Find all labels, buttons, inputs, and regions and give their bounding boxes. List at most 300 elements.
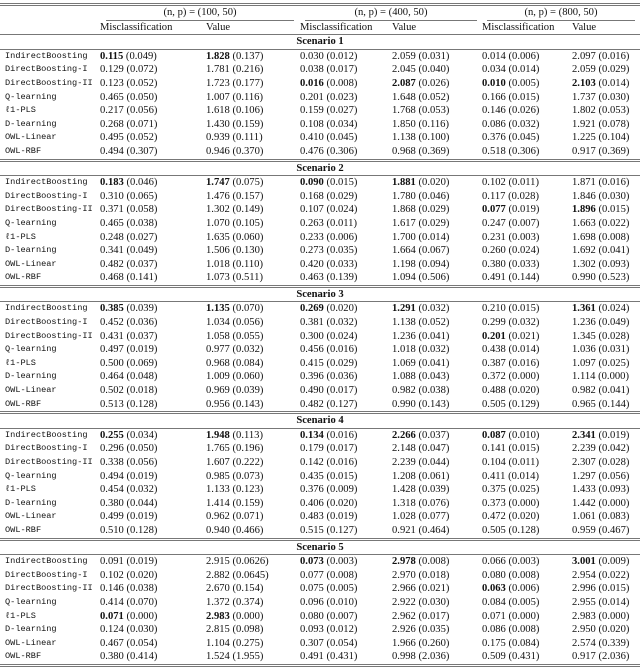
misclassification-cell	[482, 650, 572, 665]
std-error: (0.000)	[126, 610, 158, 622]
mean-value: 0.414	[100, 596, 124, 608]
mean-value: 1.414	[206, 497, 230, 509]
std-error: (0.052)	[126, 77, 158, 89]
group-header: (n, p) = (400, 50)	[305, 6, 476, 21]
misclassification-cell	[482, 217, 572, 231]
mean-value: 0.217	[100, 105, 124, 117]
std-error: (0.041)	[418, 330, 450, 342]
std-error: (0.222)	[232, 457, 264, 468]
misclassification-cell	[100, 650, 206, 665]
misclassification-cell	[482, 497, 572, 511]
std-error: (0.014)	[508, 64, 540, 76]
std-error: (0.008)	[598, 231, 630, 243]
mean-value: 0.962	[206, 511, 230, 523]
std-error: (0.042)	[598, 443, 630, 455]
mean-value: 0.341	[100, 245, 124, 257]
mean-value: 0.968	[206, 357, 230, 369]
value-cell	[206, 637, 300, 651]
mean-value: 1.007	[206, 91, 230, 103]
mean-value: 1.058	[206, 330, 230, 342]
value-cell	[572, 258, 640, 272]
mean-value: 0.371	[100, 204, 124, 216]
value-cell	[572, 203, 640, 217]
std-error: (0.011)	[508, 177, 539, 189]
method-name: Q-learning	[5, 470, 57, 481]
misclassification-cell	[482, 555, 572, 569]
value-cell	[392, 637, 482, 651]
std-error: (0.000)	[598, 371, 630, 383]
method-name: DirectBoosting-I	[5, 569, 88, 580]
mean-value: 2.915	[206, 556, 230, 568]
value-cell	[572, 190, 640, 204]
scenario-header	[0, 539, 640, 555]
value-cell	[392, 456, 482, 470]
value-cell	[392, 91, 482, 105]
mean-value: 1.921	[572, 118, 596, 130]
std-error: (0.017)	[326, 64, 358, 76]
mean-value: 1.028	[392, 511, 416, 523]
group-header-row	[0, 5, 640, 21]
value-cell	[392, 302, 482, 316]
misclassification-cell	[100, 510, 206, 524]
mean-value: 1.747	[206, 177, 230, 189]
mean-value: 0.010	[482, 77, 506, 89]
std-error: (0.306)	[326, 145, 358, 157]
value-cell	[392, 428, 482, 442]
std-error: (0.022)	[598, 217, 630, 229]
mean-value: 1.318	[392, 497, 416, 509]
std-error: (0.033)	[508, 258, 540, 270]
method-name: ℓ1-PLS	[5, 231, 36, 242]
std-error: (0.045)	[326, 132, 358, 144]
table-row	[0, 302, 640, 316]
mean-value: 0.071	[100, 610, 124, 622]
std-error: (0.129)	[508, 398, 540, 410]
value-cell	[392, 384, 482, 398]
std-error: (0.139)	[326, 272, 358, 284]
mean-value: 0.038	[300, 64, 324, 76]
misclassification-cell	[100, 384, 206, 398]
std-error: (0.067)	[418, 245, 450, 257]
mean-value: 1.896	[572, 204, 596, 216]
misclassification-cell	[300, 302, 392, 316]
misclassification-cell	[300, 231, 392, 245]
mean-value: 0.465	[100, 217, 124, 229]
value-cell	[572, 316, 640, 330]
method-name: D-learning	[5, 624, 57, 635]
misclassification-cell	[482, 131, 572, 145]
mean-value: 0.146	[100, 583, 124, 595]
mean-value: 2.954	[572, 569, 596, 581]
mean-value: 0.091	[100, 556, 124, 568]
std-error: (0.039)	[232, 385, 264, 397]
mean-value: 0.518	[482, 145, 506, 157]
misclassification-cell	[482, 176, 572, 190]
std-error: (0.105)	[232, 217, 264, 229]
table-row	[0, 610, 640, 624]
mean-value: 1.618	[206, 105, 230, 117]
mean-value: 0.124	[100, 624, 124, 636]
value-cell	[572, 91, 640, 105]
misclassification-cell	[100, 569, 206, 583]
subcolumn-header-row	[0, 21, 640, 35]
misclassification-cell	[300, 497, 392, 511]
mean-value: 0.263	[300, 217, 324, 229]
method-name: Q-learning	[5, 344, 57, 355]
std-error: (0.028)	[508, 190, 540, 202]
misclassification-cell	[482, 258, 572, 272]
mean-value: 0.375	[482, 484, 506, 496]
misclassification-cell	[100, 231, 206, 245]
scenario-title: Scenario 5	[0, 539, 640, 555]
mean-value: 1.094	[392, 272, 416, 284]
table-row	[0, 569, 640, 583]
table-row	[0, 524, 640, 539]
std-error: (0.015)	[326, 177, 358, 189]
table-row	[0, 510, 640, 524]
mean-value: 1.070	[206, 217, 230, 229]
misclassification-cell	[100, 203, 206, 217]
std-error: (0.050)	[126, 91, 158, 103]
mean-value: 1.781	[206, 64, 230, 76]
method-name: OWL-RBF	[0, 650, 100, 665]
table-row	[0, 497, 640, 511]
table-row	[0, 63, 640, 77]
value-cell	[572, 231, 640, 245]
method-name: IndirectBoosting	[5, 177, 88, 188]
mean-value: 1.361	[572, 303, 596, 315]
misclassification-cell	[300, 190, 392, 204]
value-cell	[206, 176, 300, 190]
std-error: (0.019)	[126, 511, 158, 523]
misclassification-cell	[300, 650, 392, 665]
std-error: (0.137)	[232, 50, 264, 62]
value-cell	[206, 470, 300, 484]
misclassification-cell	[300, 91, 392, 105]
std-error: (0.154)	[232, 583, 264, 595]
mean-value: 0.380	[100, 497, 124, 509]
std-error: (0.006)	[326, 231, 358, 243]
mean-value: 1.430	[206, 118, 230, 130]
mean-value: 1.114	[572, 371, 596, 383]
mean-value: 0.387	[482, 357, 506, 369]
std-error: (0.027)	[326, 105, 358, 117]
misclassification-cell	[482, 271, 572, 286]
value-cell	[392, 497, 482, 511]
std-error: (0.019)	[326, 511, 358, 523]
method-name: OWL-Linear	[5, 385, 57, 396]
value-cell	[572, 330, 640, 344]
value-cell	[572, 343, 640, 357]
misclassification-cell	[300, 456, 392, 470]
value-cell	[392, 524, 482, 539]
mean-value: 0.141	[482, 443, 506, 455]
std-error: (0.033)	[326, 258, 358, 270]
std-error: (0.020)	[508, 511, 540, 523]
table-row	[0, 384, 640, 398]
value-cell	[572, 63, 640, 77]
method-name: IndirectBoosting	[5, 303, 88, 314]
misclassification-cell	[300, 145, 392, 160]
value-cell	[392, 63, 482, 77]
misclassification-cell	[100, 470, 206, 484]
mean-value: 0.969	[206, 385, 230, 397]
misclassification-cell	[482, 470, 572, 484]
method-name: OWL-RBF	[5, 272, 42, 283]
value-cell	[392, 330, 482, 344]
mean-value: 0.490	[300, 385, 324, 397]
std-error: (0.084)	[508, 637, 540, 649]
std-error: (0.041)	[598, 385, 630, 397]
value-cell	[392, 203, 482, 217]
mean-value: 0.016	[300, 77, 324, 89]
mean-value: 0.300	[300, 330, 324, 342]
std-error: (1.955)	[232, 651, 264, 663]
value-cell	[392, 77, 482, 91]
std-error: (0.009)	[598, 556, 630, 568]
std-error: (0.070)	[126, 596, 158, 608]
value-cell	[206, 77, 300, 91]
mean-value: 0.108	[300, 118, 324, 130]
std-error: (0.031)	[598, 344, 630, 356]
table-row	[0, 470, 640, 484]
mean-value: 2.978	[392, 556, 416, 568]
std-error: (0.157)	[232, 190, 264, 202]
std-error: (0.005)	[326, 583, 358, 595]
value-cell	[206, 63, 300, 77]
misclassification-cell	[300, 258, 392, 272]
group-header: (n, p) = (100, 50)	[106, 6, 294, 21]
std-error: (0.041)	[598, 245, 630, 257]
value-cell	[206, 524, 300, 539]
mean-value: 1.302	[206, 204, 230, 216]
std-error: (0.078)	[598, 118, 630, 130]
std-error: (0.030)	[126, 624, 158, 636]
value-cell	[206, 104, 300, 118]
value-cell	[206, 510, 300, 524]
std-error: (0.008)	[326, 569, 358, 581]
mean-value: 0.452	[100, 317, 124, 329]
value-cell	[572, 610, 640, 624]
misclassification-cell	[100, 131, 206, 145]
value-cell	[206, 316, 300, 330]
mean-value: 0.381	[300, 317, 324, 329]
std-error: (0.044)	[418, 457, 450, 468]
value-cell	[206, 483, 300, 497]
mean-value: 0.093	[300, 624, 324, 636]
misclassification-cell	[300, 244, 392, 258]
table-row	[0, 596, 640, 610]
mean-value: 0.077	[482, 204, 506, 216]
mean-value: 0.497	[100, 344, 124, 356]
mean-value: 1.009	[206, 371, 230, 383]
mean-value: 2.059	[572, 64, 596, 76]
mean-value: 0.385	[100, 303, 124, 315]
misclassification-cell	[100, 343, 206, 357]
mean-value: 0.075	[300, 583, 324, 595]
std-error: (0.464)	[418, 524, 450, 536]
mean-value: 1.506	[206, 245, 230, 257]
mean-value: 1.737	[572, 91, 596, 103]
std-error: (0.060)	[232, 231, 264, 243]
table-row	[0, 131, 640, 145]
mean-value: 1.138	[392, 317, 416, 329]
mean-value: 0.921	[392, 524, 416, 536]
mean-value: 0.940	[206, 524, 230, 536]
table-row	[0, 271, 640, 286]
misclassification-cell	[100, 118, 206, 132]
std-error: (0.021)	[418, 583, 450, 595]
mean-value: 0.129	[100, 64, 124, 76]
mean-value: 0.939	[206, 132, 230, 144]
mean-value: 1.802	[572, 105, 596, 117]
mean-value: 0.510	[100, 524, 124, 536]
mean-value: 0.183	[100, 177, 124, 189]
misclassification-cell	[300, 582, 392, 596]
value-cell	[206, 343, 300, 357]
std-error: (0.008)	[508, 569, 540, 581]
std-error: (0.123)	[232, 484, 264, 496]
method-name: ℓ1-PLS	[5, 610, 36, 621]
mean-value: 0.296	[100, 443, 124, 455]
method-name: OWL-Linear	[5, 258, 57, 269]
misclassification-cell	[482, 384, 572, 398]
mean-value: 2.103	[572, 77, 596, 89]
mean-value: 1.097	[572, 357, 596, 369]
value-cell	[392, 104, 482, 118]
misclassification-cell	[482, 428, 572, 442]
std-error: (0.019)	[126, 470, 158, 482]
std-error: (0.0645)	[232, 569, 269, 581]
mean-value: 0.380	[482, 258, 506, 270]
value-cell	[572, 302, 640, 316]
misclassification-cell	[300, 569, 392, 583]
value-cell	[392, 217, 482, 231]
misclassification-cell	[100, 302, 206, 316]
std-error: (0.015)	[508, 303, 540, 315]
mean-value: 0.465	[100, 91, 124, 103]
mean-value: 0.201	[300, 91, 324, 103]
value-cell	[392, 483, 482, 497]
std-error: (0.038)	[418, 385, 450, 397]
method-name: OWL-RBF	[5, 524, 42, 535]
std-error: (0.030)	[598, 91, 630, 103]
std-error: (0.010)	[326, 596, 358, 608]
std-error: (0.523)	[598, 272, 630, 284]
std-error: (0.511)	[232, 272, 263, 284]
mean-value: 0.476	[300, 145, 324, 157]
value-cell	[392, 131, 482, 145]
mean-value: 0.233	[300, 231, 324, 243]
value-cell	[392, 357, 482, 371]
mean-value: 2.574	[572, 637, 596, 649]
std-error: (0.030)	[418, 596, 450, 608]
mean-value: 0.376	[300, 484, 324, 496]
mean-value: 0.488	[482, 385, 506, 397]
std-error: (0.054)	[126, 637, 158, 649]
mean-value: 2.097	[572, 50, 596, 62]
mean-value: 1.088	[392, 371, 416, 383]
misclassification-cell	[100, 637, 206, 651]
mean-value: 1.208	[392, 470, 416, 482]
std-error: (0.143)	[232, 398, 264, 410]
std-error: (0.049)	[126, 245, 158, 257]
mean-value: 1.635	[206, 231, 230, 243]
std-error: (0.007)	[508, 217, 540, 229]
value-cell	[206, 271, 300, 286]
mean-value: 0.982	[392, 385, 416, 397]
mean-value: 1.236	[392, 330, 416, 342]
std-error: (0.015)	[598, 204, 630, 216]
std-error: (0.466)	[232, 524, 264, 536]
mean-value: 0.959	[572, 524, 596, 536]
mean-value: 0.086	[482, 624, 506, 636]
col-value: Value	[392, 21, 482, 35]
mean-value: 2.983	[572, 610, 596, 622]
mean-value: 0.273	[300, 245, 324, 257]
std-error: (2.036)	[418, 651, 450, 663]
std-error: (0.104)	[598, 132, 630, 144]
table-row	[0, 370, 640, 384]
std-error: (0.339)	[598, 637, 630, 649]
value-cell	[392, 610, 482, 624]
mean-value: 0.438	[482, 344, 506, 356]
std-error: (0.031)	[418, 50, 450, 62]
mean-value: 0.406	[300, 497, 324, 509]
std-error: (0.306)	[508, 145, 540, 157]
misclassification-cell	[300, 623, 392, 637]
std-error: (0.026)	[508, 105, 540, 117]
value-cell	[392, 623, 482, 637]
mean-value: 0.014	[482, 50, 506, 62]
std-error: (0.040)	[418, 64, 450, 76]
mean-value: 1.061	[572, 511, 596, 523]
mean-value: 1.036	[572, 344, 596, 356]
misclassification-cell	[100, 217, 206, 231]
std-error: (0.054)	[326, 637, 358, 649]
method-name: DirectBoosting-I	[5, 190, 88, 201]
mean-value: 0.117	[482, 190, 506, 202]
table-row	[0, 357, 640, 371]
value-cell	[206, 302, 300, 316]
value-cell	[206, 398, 300, 413]
std-error: (0.370)	[232, 145, 264, 157]
mean-value: 0.134	[300, 429, 324, 441]
mean-value: 0.420	[300, 258, 324, 270]
misclassification-cell	[100, 91, 206, 105]
misclassification-cell	[100, 104, 206, 118]
std-error: (0.049)	[598, 317, 630, 329]
mean-value: 0.483	[300, 511, 324, 523]
mean-value: 0.084	[482, 596, 506, 608]
mean-value: 0.431	[100, 330, 124, 342]
table-row	[0, 231, 640, 245]
std-error: (0.076)	[418, 497, 450, 509]
misclassification-cell	[300, 637, 392, 651]
std-error: (0.026)	[418, 77, 450, 89]
std-error: (0.008)	[508, 624, 540, 636]
mean-value: 2.970	[392, 569, 416, 581]
misclassification-cell	[482, 442, 572, 456]
value-cell	[572, 428, 640, 442]
mean-value: 1.524	[206, 651, 230, 663]
method-name: ℓ1-PLS	[5, 484, 36, 495]
value-cell	[572, 145, 640, 160]
value-cell	[206, 555, 300, 569]
scenario-header	[0, 35, 640, 50]
table-row	[0, 650, 640, 665]
std-error: (0.116)	[418, 118, 449, 130]
